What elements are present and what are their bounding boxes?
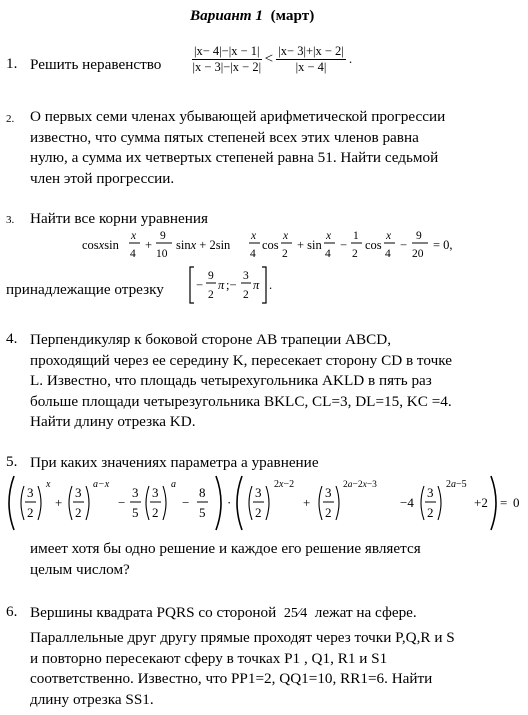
problem-6-text-a: Вершины квадрата PQRS со стороной bbox=[30, 604, 277, 621]
problem-5-number: 5. bbox=[6, 453, 18, 470]
svg-text:=: = bbox=[500, 495, 508, 510]
svg-text:2: 2 bbox=[243, 289, 249, 301]
svg-text:3: 3 bbox=[152, 485, 159, 500]
svg-text:−: − bbox=[182, 495, 190, 510]
svg-text:3: 3 bbox=[132, 485, 139, 500]
problem-4-body bbox=[30, 330, 452, 433]
month-label: (март) bbox=[270, 7, 315, 24]
problem-5-text: При каких значениях параметра a уравнение bbox=[30, 454, 319, 471]
problem-5-line: целым числом? bbox=[30, 560, 130, 578]
svg-text:3: 3 bbox=[27, 485, 34, 500]
svg-text:x: x bbox=[326, 230, 332, 242]
svg-text:x: x bbox=[251, 230, 257, 242]
problem-2-body bbox=[30, 107, 445, 189]
problem-6-text-b: лежат на сфере. bbox=[314, 604, 417, 621]
problem-3-text: Найти все корни уравнения bbox=[30, 210, 209, 227]
svg-text:cos: cos bbox=[365, 238, 382, 252]
problem-3-interval bbox=[188, 264, 288, 306]
svg-text:·: · bbox=[227, 495, 232, 510]
svg-text:8: 8 bbox=[199, 485, 206, 500]
problem-4-line: проходящий через ее середину K, пересекает сторону CD в точке bbox=[30, 351, 452, 369]
svg-text:;−: ;− bbox=[226, 278, 237, 292]
svg-text:cosxsin: cosxsin bbox=[82, 238, 119, 252]
svg-text:2: 2 bbox=[427, 505, 434, 520]
svg-text:sinx + 2sin: sinx + 2sin bbox=[176, 238, 231, 252]
problem-1-text: Решить неравенство bbox=[30, 56, 162, 73]
svg-text:+: + bbox=[145, 238, 153, 252]
problem-4-line: L. Известно, что площадь четырехугольника AKLD в пять раз bbox=[30, 372, 432, 389]
page-title bbox=[190, 6, 314, 27]
svg-text:3: 3 bbox=[427, 485, 434, 500]
inequality-op: < bbox=[264, 51, 274, 67]
problem-5-line: имеет хотя бы одно решение и каждое его решение является bbox=[30, 540, 421, 557]
svg-text:2: 2 bbox=[255, 505, 262, 520]
svg-text:−: − bbox=[118, 495, 126, 510]
svg-text:9: 9 bbox=[208, 270, 214, 282]
svg-text:2: 2 bbox=[352, 248, 358, 260]
svg-text:3: 3 bbox=[243, 270, 249, 282]
problem-6-line: соответственно. Известно, что PP1=2, QQ1=10, RR1=6. Найти bbox=[30, 670, 433, 687]
inequality-end: . bbox=[348, 52, 353, 66]
svg-text:9: 9 bbox=[160, 230, 166, 242]
svg-text:20: 20 bbox=[412, 248, 424, 260]
problem-6-line: Параллельные друг другу прямые проходят через точки P,Q,R и S bbox=[30, 629, 455, 646]
svg-text:2: 2 bbox=[282, 248, 288, 260]
problem-6-first-line bbox=[30, 603, 417, 625]
svg-text:4: 4 bbox=[250, 248, 256, 260]
rhs-denominator: |x − 4| bbox=[295, 60, 327, 74]
svg-text:.: . bbox=[269, 278, 273, 292]
rhs-numerator: |x− 3|+|x − 2| bbox=[278, 44, 344, 58]
lhs-numerator: |x− 4|−|x − 1| bbox=[194, 44, 260, 58]
svg-text:4: 4 bbox=[325, 248, 331, 260]
svg-text:= 0,: = 0, bbox=[433, 238, 453, 252]
svg-text:5: 5 bbox=[132, 505, 139, 520]
problem-2-line: известно, что сумма пятых степеней всех этих членов равна bbox=[30, 128, 419, 146]
problem-5-equation bbox=[0, 473, 528, 533]
svg-text:2: 2 bbox=[75, 505, 82, 520]
svg-text:−: − bbox=[340, 238, 348, 252]
svg-text:+: + bbox=[303, 495, 311, 510]
lhs-denominator: |x − 3|−|x − 2| bbox=[192, 60, 262, 74]
svg-text:π: π bbox=[218, 278, 225, 292]
svg-text:−: − bbox=[400, 238, 408, 252]
problem-2-line: нулю, а сумма их четвертых степеней равна 51. Найти седьмой bbox=[30, 149, 439, 166]
problem-3-equation bbox=[0, 226, 528, 264]
svg-text:x: x bbox=[131, 230, 137, 242]
svg-text:x: x bbox=[46, 479, 51, 490]
problem-6-number: 6. bbox=[6, 603, 18, 620]
problem-1-inequality bbox=[192, 44, 352, 75]
problem-4-number: 4. bbox=[6, 330, 18, 347]
svg-text:+ sin: + sin bbox=[297, 238, 322, 252]
problem-6-line: и повторно пересекают сферу в точках P1 , Q1, R1 и S1 bbox=[30, 649, 388, 667]
svg-text:4: 4 bbox=[130, 248, 136, 260]
svg-text:2: 2 bbox=[27, 505, 34, 520]
square-side-value: 25⁄4 bbox=[283, 606, 308, 621]
problem-6-body bbox=[30, 628, 455, 710]
lhs-fraction bbox=[192, 44, 262, 75]
svg-text:5: 5 bbox=[199, 505, 206, 520]
rhs-fraction bbox=[276, 44, 346, 75]
svg-text:2: 2 bbox=[208, 289, 214, 301]
svg-text:a−x: a−x bbox=[93, 479, 110, 490]
problem-1-number: 1. bbox=[6, 55, 18, 72]
svg-text:x: x bbox=[386, 230, 392, 242]
problem-5-after bbox=[30, 539, 421, 580]
svg-text:4: 4 bbox=[385, 248, 391, 260]
problem-4-line: больше площади четырезугольника BKLC, CL=3, DL=15, KC =4. bbox=[30, 392, 452, 410]
svg-text:+2: +2 bbox=[474, 495, 488, 510]
svg-text:a: a bbox=[171, 479, 176, 490]
svg-text:2a−2x−3: 2a−2x−3 bbox=[343, 480, 377, 490]
svg-text:−4: −4 bbox=[400, 495, 414, 510]
svg-text:2: 2 bbox=[152, 505, 159, 520]
svg-text:+: + bbox=[55, 495, 63, 510]
problem-6-line: длину отрезка SS1. bbox=[30, 690, 154, 708]
problem-2-line: член этой прогрессии. bbox=[30, 169, 175, 187]
svg-text:3: 3 bbox=[325, 485, 332, 500]
svg-text:9: 9 bbox=[416, 230, 422, 242]
svg-text:0: 0 bbox=[513, 495, 520, 510]
svg-text:π: π bbox=[253, 278, 260, 292]
svg-text:2x−2: 2x−2 bbox=[274, 479, 295, 490]
problem-2-number: 2. bbox=[6, 113, 15, 125]
svg-text:x: x bbox=[283, 230, 289, 242]
problem-3-number: 3. bbox=[6, 214, 15, 226]
svg-text:3: 3 bbox=[255, 485, 262, 500]
variant-label: Вариант 1 bbox=[190, 7, 263, 24]
problem-4-line: Перпендикуляр к боковой стороне AB трапеции ABCD, bbox=[30, 331, 391, 348]
svg-text:3: 3 bbox=[75, 485, 82, 500]
problem-3-after: принадлежащие отрезку bbox=[6, 281, 164, 298]
svg-text:cos: cos bbox=[262, 238, 279, 252]
problem-2-line: О первых семи членах убывающей арифметической прогрессии bbox=[30, 108, 446, 125]
svg-text:1: 1 bbox=[353, 230, 359, 242]
svg-text:2a−5: 2a−5 bbox=[446, 479, 467, 490]
svg-text:−: − bbox=[196, 278, 204, 292]
problem-4-line: Найти длину отрезка KD. bbox=[30, 413, 196, 430]
svg-text:2: 2 bbox=[325, 505, 332, 520]
svg-text:10: 10 bbox=[156, 248, 168, 260]
